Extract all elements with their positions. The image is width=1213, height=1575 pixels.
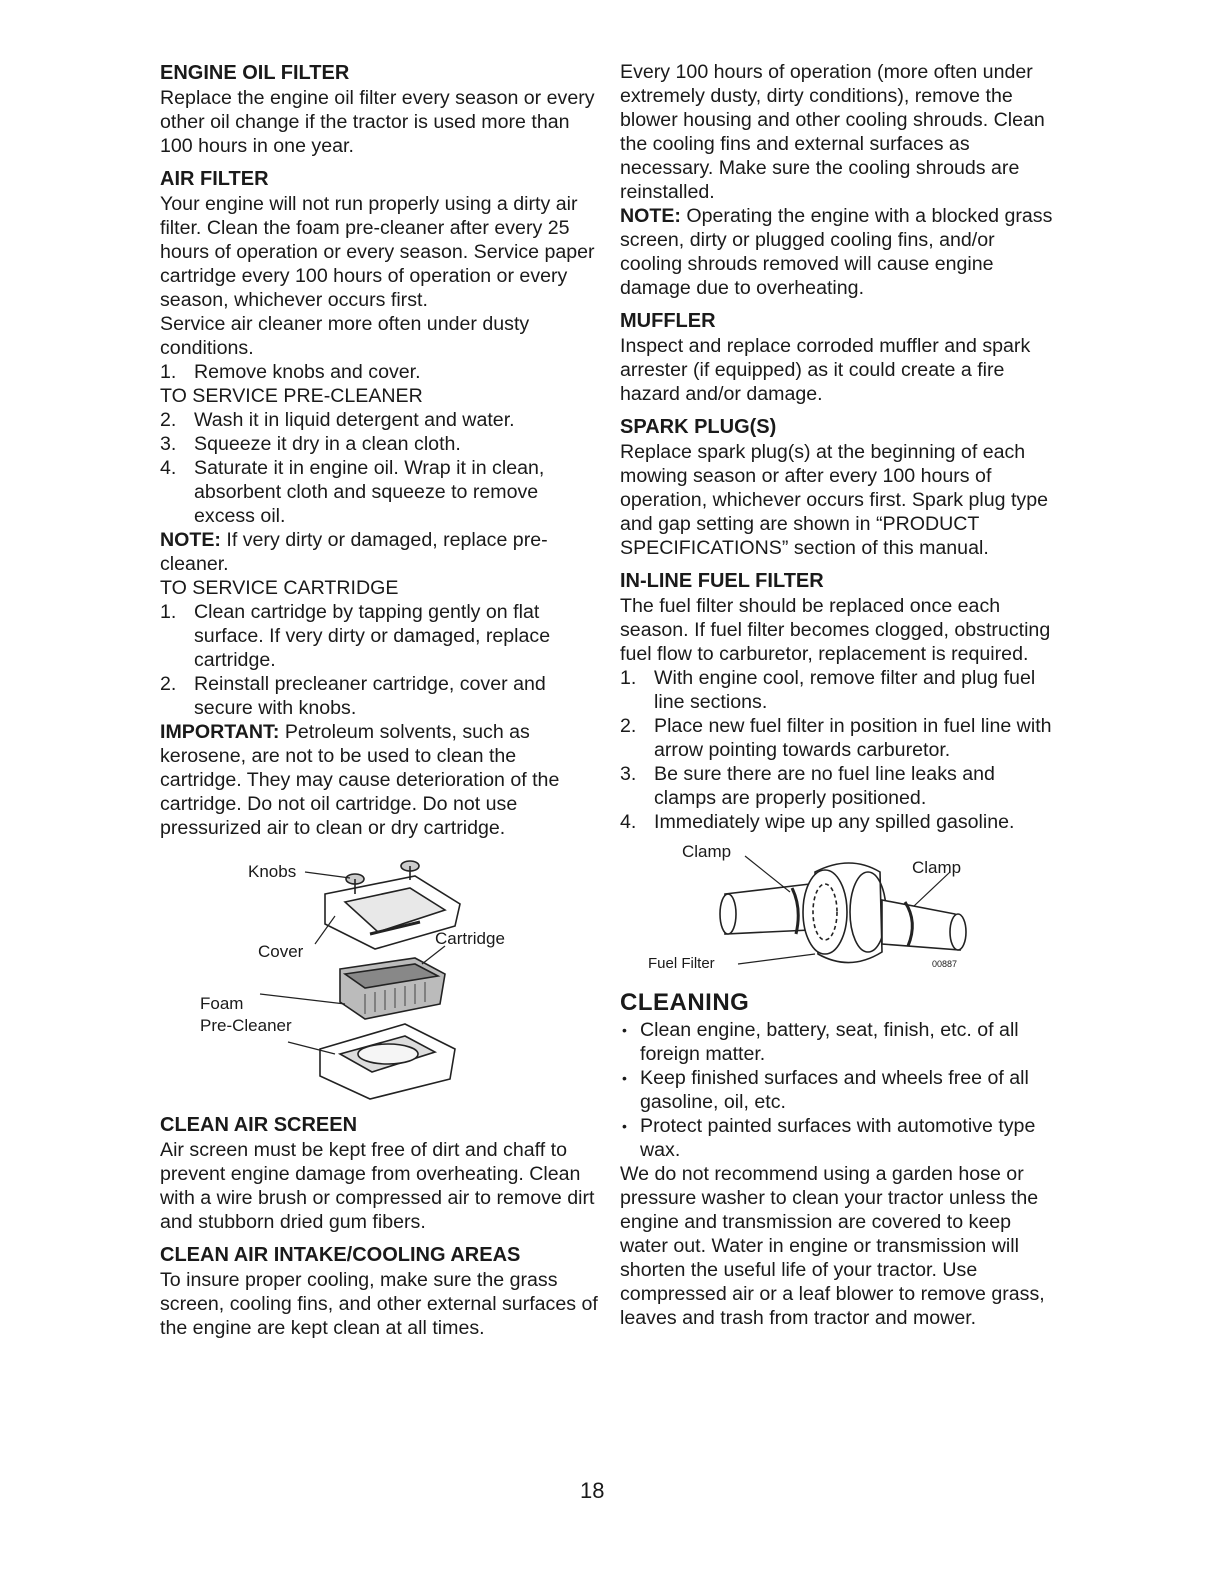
list-item [160,432,600,456]
engine-oil-filter-body: Replace the engine oil filter every season or every other oil change if the tractor is used more than 100 hours in one year. [160,87,595,157]
step-text: Clean cartridge by tapping gently on flat surface. If very dirty or damaged, replace cartridge. [194,601,551,671]
cartridge-subheading: TO SERVICE CARTRIDGE [160,577,399,599]
cover-label: Cover [258,942,304,961]
page-number: 18 [580,1478,605,1503]
fuel-filter-diagram [620,842,1060,972]
list-item [160,456,600,528]
note-label: NOTE: [620,205,681,227]
left-column [160,60,600,1340]
list-item [620,762,1060,810]
fuel-filter-step-list [620,666,1060,834]
list-item: • Protect painted surfaces with automotive type wax. [620,1114,1060,1162]
cleaning-bullet-list [620,1018,1060,1162]
pre-cleaner-step-list [160,408,600,528]
fuel-filter-body: The fuel filter should be replaced once each season. If fuel filter becomes clogged, obstructing fuel flow to carburetor, replacement is required. [620,595,1051,665]
step-text: Place new fuel filter in position in fuel line with arrow pointing towards carburetor. [654,715,1052,761]
clamp-left-label: Clamp [682,842,732,861]
cleaning-heading: CLEANING [620,989,750,1016]
step-number: 1. [620,667,637,689]
air-filter-step-list [160,360,600,384]
pre-cleaner-subheading: TO SERVICE PRE-CLEANER [160,385,423,407]
clean-air-screen-body: Air screen must be kept free of dirt and chaff to prevent engine damage from overheating. Clean with a wire brush or compressed air to remove dirt and stubborn dried gum fibers. [160,1139,595,1233]
clamp-right-label: Clamp [912,858,962,877]
air-filter-heading: AIR FILTER [160,168,269,190]
air-filter-body: Your engine will not run properly using a dirty air filter. Clean the foam pre-cleaner after every 25 hours of operation or every season. Service paper cartridge every 100 hours of operation or every season, whichever occurs first. [160,193,595,311]
step-number: 2. [160,673,177,695]
fuel-filter-heading: IN-LINE FUEL FILTER [620,570,824,592]
list-item [620,666,1060,714]
note-label: NOTE: [160,529,221,551]
step-number: 1. [160,361,177,383]
list-item [160,408,600,432]
step-number: 4. [160,457,177,479]
air-filter-dusty-note: Service air cleaner more often under dusty conditions. [160,313,530,359]
cooling-note [620,204,1060,300]
list-item [620,714,1060,762]
step-text: Immediately wipe up any spilled gasoline. [654,811,1015,833]
clean-air-intake-heading: CLEAN AIR INTAKE/COOLING AREAS [160,1244,521,1266]
step-number: 1. [160,601,177,623]
pre-cleaner-note [160,528,600,576]
step-text: Wash it in liquid detergent and water. [194,409,515,431]
list-item [160,600,600,672]
cleaning-body: We do not recommend using a garden hose or pressure washer to clean your tractor unless the engine and transmission are covered to keep water out. Water in engine or transmission will shorten the useful life of your tractor. Use compressed air or a leaf blower to remove grass, leaves and trash from tractor and mower. [620,1163,1045,1329]
muffler-body: Inspect and replace corroded muffler and spark arrester (if equipped) as it could create a fire hazard and/or damage. [620,335,1031,405]
step-number: 3. [160,433,177,455]
list-item: • Keep finished surfaces and wheels free of all gasoline, oil, etc. [620,1066,1060,1114]
step-number: 4. [620,811,637,833]
list-item [620,810,1060,834]
note-text: Operating the engine with a blocked grass screen, dirty or plugged cooling fins, and/or cooling shrouds removed will cause engine damage due to overheating. [620,205,1053,299]
step-text: Saturate it in engine oil. Wrap it in clean, absorbent cloth and squeeze to remove excess oil. [194,457,545,527]
step-text: Reinstall precleaner cartridge, cover and secure with knobs. [194,673,546,719]
foam-label: Foam [200,994,244,1013]
important-label: IMPORTANT: [160,721,280,743]
clean-air-screen-heading: CLEAN AIR SCREEN [160,1114,358,1136]
spark-plugs-heading: SPARK PLUG(S) [620,416,777,438]
note-text: If very dirty or damaged, replace pre-cleaner. [160,529,548,575]
step-text: With engine cool, remove filter and plug fuel line sections. [654,667,1036,713]
important-note [160,720,600,840]
right-column [620,60,1060,1330]
muffler-heading: MUFFLER [620,310,716,332]
spark-plugs-body: Replace spark plug(s) at the beginning of each mowing season or after every 100 hours of operation, whichever occurs first. Spark plug type and gap setting are shown in “PRODUCT SPECIFICATIONS” section of this manual. [620,441,1049,559]
knobs-label: Knobs [248,862,297,881]
list-item [160,360,600,384]
pre-cleaner-label: Pre-Cleaner [200,1016,292,1035]
step-text: Remove knobs and cover. [194,361,421,383]
list-item [160,672,600,720]
step-number: 2. [620,715,637,737]
engine-oil-filter-heading: ENGINE OIL FILTER [160,62,350,84]
step-text: Be sure there are no fuel line leaks and clamps are properly positioned. [654,763,995,809]
cartridge-label: Cartridge [435,929,505,948]
step-number: 3. [620,763,637,785]
step-text: Squeeze it dry in a clean cloth. [194,433,461,455]
air-filter-illustration [160,854,600,1104]
list-item: • Clean engine, battery, seat, finish, etc. of all foreign matter. [620,1018,1060,1066]
clean-air-intake-body: To insure proper cooling, make sure the grass screen, cooling fins, and other external surfaces of the engine are kept clean at all times. [160,1269,598,1339]
fuel-filter-label: Fuel Filter [648,955,715,972]
cooling-body: Every 100 hours of operation (more often under extremely dusty, dirty conditions), remove the blower housing and other cooling shrouds. Clean the cooling fins and external surfaces as necessary. Make sure the cooling shrouds are reinstalled. [620,61,1045,203]
cartridge-step-list [160,600,600,720]
figure-code: 00887 [932,959,958,969]
step-number: 2. [160,409,177,431]
air-filter-diagram [160,854,600,1104]
important-text: Petroleum solvents, such as kerosene, are not to be used to clean the cartridge. They may cause deterioration of the cartridge. Do not oil cartridge. Do not use pressurized air to clean or dry cartridge. [160,721,560,839]
